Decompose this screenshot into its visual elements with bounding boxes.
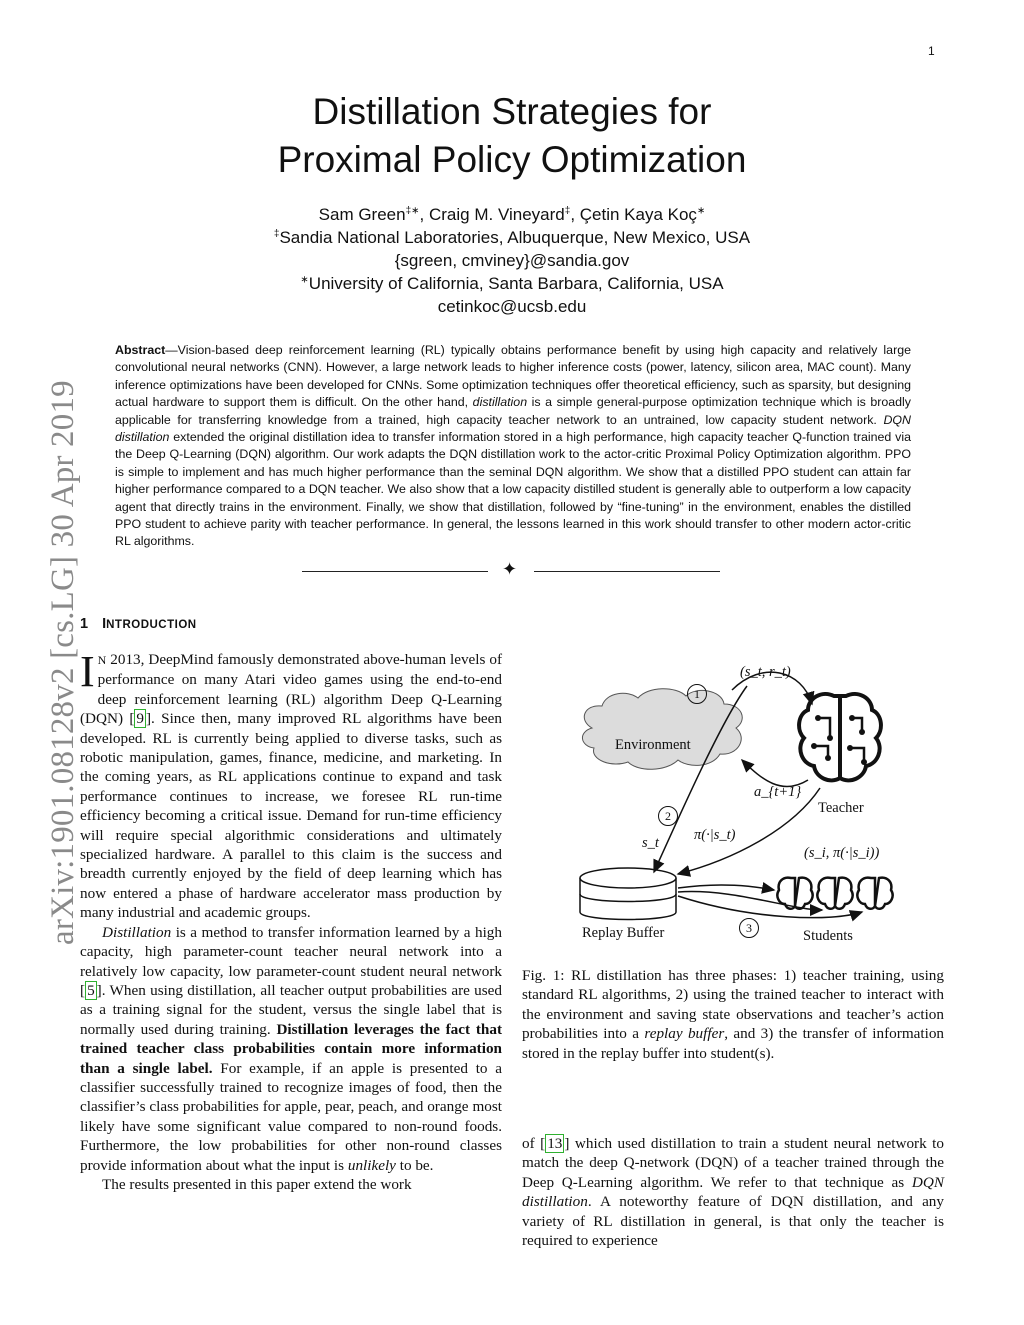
section-heading bbox=[80, 616, 197, 632]
body-right-text-1: of bbox=[522, 1135, 541, 1152]
affiliation-sandia bbox=[180, 226, 844, 249]
abstract-em-dqn: DQN distillation bbox=[115, 412, 911, 445]
replay-buffer-label: Replay Buffer bbox=[582, 925, 665, 941]
author-koc-mark: ∗ bbox=[696, 205, 706, 217]
section-divider bbox=[302, 559, 722, 582]
paragraph-2-text-2: . When using distillation, all teacher output probabilities are used as a training signal for the student, versus the single label that is normally used during training. bbox=[80, 981, 502, 1038]
label-state: s_t bbox=[642, 835, 659, 851]
section-number: 1 bbox=[80, 616, 89, 632]
section-title-rest: NTRODUCTION bbox=[106, 619, 197, 631]
body-right-text-2: which used distillation to train a student neural network to match the deep Q-network (DQN) of a teacher trained through the Deep Q-Learning algorithm. We refer to that technique as bbox=[522, 1135, 944, 1191]
affiliation-ucsb-text: University of California, Santa Barbara, California, USA bbox=[308, 274, 724, 293]
label-policy: π(·|s_t) bbox=[694, 827, 736, 843]
term-dqn-distillation: DQN distillation bbox=[522, 1173, 944, 1211]
email-ucsb[interactable]: cetinkoc@ucsb.edu bbox=[437, 297, 587, 316]
student-brain-icons bbox=[777, 878, 892, 909]
abstract-em-distillation: distillation bbox=[472, 395, 528, 410]
paragraph-2-text-4: to be. bbox=[395, 1156, 434, 1174]
author-block bbox=[180, 203, 844, 318]
paragraph-3: The results presented in this paper extend the work bbox=[102, 1175, 412, 1193]
paper-title bbox=[200, 88, 824, 184]
affiliation-ucsb-mark: ∗ bbox=[300, 274, 309, 286]
environment-label: Environment bbox=[615, 737, 691, 753]
citation-link-5[interactable]: 5 bbox=[87, 981, 95, 999]
affiliation-sandia-mark: ‡ bbox=[273, 228, 280, 240]
term-distillation: Distillation bbox=[102, 923, 172, 941]
arrow-buffer-to-student-1 bbox=[678, 885, 774, 890]
abstract-label: Abstract bbox=[115, 343, 166, 357]
figure-1-diagram bbox=[572, 660, 912, 950]
page-number: 1 bbox=[928, 44, 935, 58]
figure-1-caption bbox=[522, 966, 944, 1063]
abstract bbox=[115, 342, 911, 551]
divider-star-icon: ✦ bbox=[502, 559, 518, 579]
step-2-marker: 2 bbox=[658, 806, 678, 826]
author-names bbox=[180, 203, 844, 226]
step-1-marker: 1 bbox=[687, 684, 707, 704]
title-line-1: Distillation Strategies for bbox=[312, 91, 712, 132]
email-sandia[interactable]: {sgreen, cmviney}@sandia.gov bbox=[394, 251, 630, 270]
body-left-column bbox=[80, 647, 502, 1194]
body-right-column: of [ 13 ] which used distillation to train a student neural network to match the deep Q-network (DQN) of a teacher trained through the Deep Q-Learning algorithm. We refer to that technique as DQN distillation. A noteworthy feature of DQN distillation, and any variety of RL distillation in general, is that only the teacher is required to experience bbox=[522, 1135, 944, 1250]
arrow-buffer-to-student-2 bbox=[678, 892, 822, 910]
title-line-2: Proximal Policy Optimization bbox=[277, 139, 747, 180]
label-action: a_{t+1} bbox=[754, 784, 802, 800]
affiliation-ucsb bbox=[180, 272, 844, 295]
divider-line-right bbox=[534, 571, 720, 572]
paragraph-1-text-2: . Since then, many improved RL algorithms have been developed. RL is currently being applied to diverse tasks, such as robotic manipulation, games, finance, medicine, and marketing. In the coming years, as RL applications continue to expand and task performance continues to increase, we foresee RL run-time efficiency becoming a critical issue. Demand for run-time efficiency will require special algorithmic considerations and ultimately specialized hardware. A parallel to this claim is the success and breadth currently enjoyed by the field of deep learning which has now entered a phase of hardware accelerator mass production by many industrial and academic groups. bbox=[80, 710, 502, 922]
term-unlikely: unlikely bbox=[347, 1156, 396, 1174]
caption-em-replay-buffer: replay buffer bbox=[644, 1025, 725, 1043]
paragraph-2-text-3: For example, if an apple is presented to a classifier successfully trained to recognize images of food, then the classifier’s class probabilities for apple, pear, peach, and orange most likely have some significant value compared to non-round foods. Furthermore, the low probabilities for other non-round classes provide information about what the input is bbox=[80, 1059, 502, 1174]
replay-buffer-icon bbox=[580, 868, 676, 920]
environment-cloud-shape bbox=[582, 689, 742, 770]
section-title-initial: I bbox=[102, 616, 107, 632]
author-koc: , Çetin Kaya Koç bbox=[570, 205, 697, 224]
teacher-label: Teacher bbox=[818, 800, 864, 816]
abstract-text-2: is a simple general-purpose optimization technique which is broadly applicable for transferring knowledge from a trained, high capacity teacher network to an untrained, low capacity student network. bbox=[115, 395, 912, 427]
paragraph-2: Distillation is a method to transfer information learned by a high capacity, high parameter-count teacher neural network into a relatively low capacity, low parameter-count student neural network [ 5 ]. When using distillation, all teacher output probabilities are used as a training signal for the student, versus the single label that is normally used during training. Distillation leverages the fact that trained teacher class probabilities contain more information than a single label. For example, if an apple is presented to a classifier successfully trained to recognize images of food, then the classifier’s class probabilities for apple, pear, peach, and orange most likely have some significant value compared to non-round foods. Furthermore, the low probabilities for other non-round classes provide information about what the input is unlikely to be. bbox=[80, 923, 502, 1174]
key-claim: Distillation leverages the fact that trained teacher class probabilities contain more information than a single label. bbox=[80, 1020, 502, 1077]
teacher-brain-icon bbox=[799, 694, 881, 780]
arxiv-stamp[interactable]: arXiv:1901.08128v2 [cs.LG] 30 Apr 2019 bbox=[45, 380, 81, 945]
body-right-text-3: . A noteworthy feature of DQN distillation, and any variety of RL distillation in general, is that only the teacher is required to experience bbox=[522, 1193, 944, 1250]
step-3-marker: 3 bbox=[739, 918, 759, 938]
author-green: Sam Green bbox=[318, 205, 406, 224]
affiliation-sandia-text: Sandia National Laboratories, Albuquerque, New Mexico, USA bbox=[279, 228, 751, 247]
author-vineyard: , Craig M. Vineyard bbox=[419, 205, 565, 224]
students-label: Students bbox=[803, 928, 853, 944]
abstract-text-3: extended the original distillation idea to transfer information stored in a high performance, high capacity teacher Q-function trained via the Deep Q-Learning (DQN) algorithm. Our work adapts the DQN distillation work to the actor-critic Proximal Policy Optimization algorithm. PPO is simple to implement and has much higher performance than the seminal DQN algorithm. We show that a distilled PPO student can attain far higher performance compared to a DQN teacher. We also show that a low capacity distilled student is generally able to outperform a low capacity agent that directly trains in the environment. Finally, we show that distillation, followed by “fine-tuning” in the environment, enables the distilled PPO student to achieve parity with teacher performance. In general, the lessons learned in this work should transfer to other modern actor-critic RL algorithms. bbox=[115, 430, 911, 549]
divider-line-left bbox=[302, 571, 488, 572]
paragraph-2-text-1: is a method to transfer information learned by a high capacity, high parameter-count teacher neural network into a relatively low capacity, low parameter-count student neural network bbox=[80, 923, 502, 980]
paragraph-1: I N 2013, DeepMind famously demonstrated above-human levels of performance on many Atari video games using the end-to-end deep reinforcement learning (RL) algorithm Deep Q-Learning (DQN) [ 9 ]. Since then, many improved RL algorithms have been developed. RL is currently being applied to diverse tasks, such as robotic manipulation, games, finance, medicine, and marketing. In the coming years, as RL applications continue to expand and task performance continues to increase, we foresee RL run-time efficiency becoming a critical issue. Demand for run-time efficiency will require special algorithmic considerations and ultimately specialized hardware. A parallel to this claim is the success and breadth currently enjoyed by the field of deep learning which has now entered a phase of hardware accelerator mass production by many industrial and academic groups. bbox=[80, 647, 502, 922]
dropcap-continuation: N bbox=[97, 653, 107, 667]
caption-text-1: Fig. 1: RL distillation has three phases: 1) teacher training, using standard RL algorithms, 2) using the trained teacher to interact with the environment and saving state observations and teacher’s action probabilities into a bbox=[522, 967, 944, 1043]
paragraph-1-text-1: 2013, DeepMind famously demonstrated above-human levels of performance on many Atari video games using the end-to-end deep reinforcement learning (RL) algorithm Deep Q-Learning (DQN) bbox=[80, 651, 502, 728]
author-green-mark: ‡∗ bbox=[405, 205, 420, 217]
citation-link-13[interactable]: 13 bbox=[547, 1135, 563, 1152]
label-state-reward: (s_t, r_t) bbox=[740, 664, 791, 680]
abstract-text-1: —Vision-based deep reinforcement learning (RL) typically obtains performance benefit by using high capacity and relatively large convolutional neural networks (CNN). However, a large network leads to higher inference costs (power, latency, silicon area, MAC count). Many inference optimizations have been developed for CNNs. Some optimization techniques offer theoretical efficiency, such as sparsity, but designing actual hardware to support them is difficult. On the other hand, bbox=[115, 343, 911, 410]
label-sample-policy: (s_i, π(·|s_i)) bbox=[804, 845, 880, 861]
caption-text-2: , and 3) the transfer of information stored in the replay buffer into student(s). bbox=[522, 1025, 945, 1062]
arrow-action bbox=[742, 760, 808, 787]
dropcap: I bbox=[80, 647, 95, 696]
author-vineyard-mark: ‡ bbox=[564, 205, 571, 217]
citation-link-9[interactable]: 9 bbox=[136, 710, 144, 728]
